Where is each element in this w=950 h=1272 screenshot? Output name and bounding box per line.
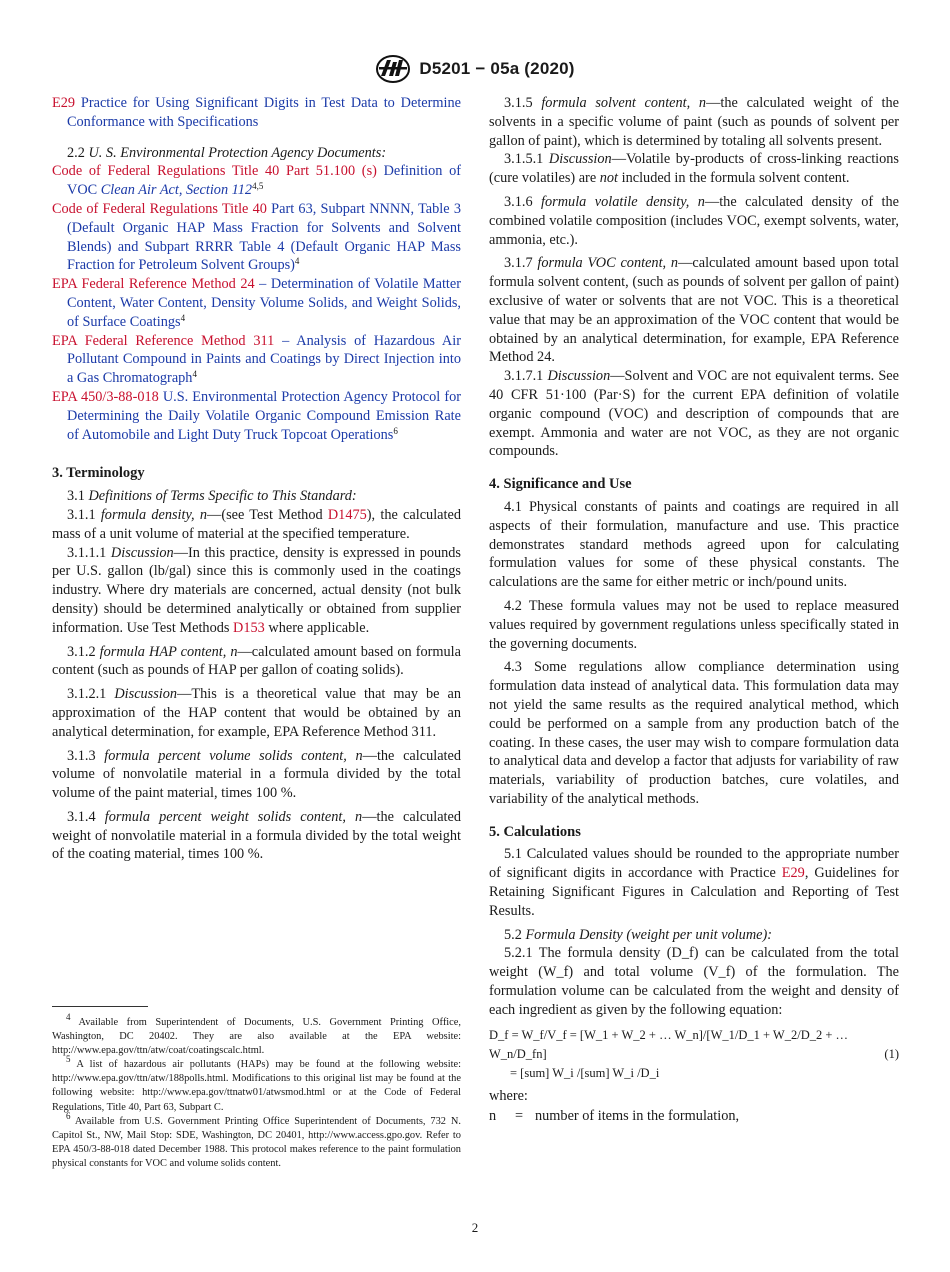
footnote-text: A list of hazardous air pollutants (HAPs) may be found at the following website: http://www.epa.gov/ttn/atw/188polls.html. Modifications to this original list may be found at the following website: http://www.epa.gov/ttnatw01/atwsmod.html or at the Code of Federal Regulations, Title 40, Part 63, Subpart C. [52, 1059, 461, 1113]
section-number: 3.1 [67, 488, 85, 505]
definition-text: ), the calculated mass of a unit volume of material at the specified temperature. [52, 506, 461, 542]
footnote-ref: 4 [180, 312, 186, 323]
section-number: 3.1.1 [67, 506, 96, 523]
footnote-text: Available from Superintendent of Documents, U.S. Government Printing Office, Washington, DC 20402. They are also available at the EPA website: http://www.epa.gov/ttn/atw/coat/coatingscalc.html. [52, 1017, 461, 1057]
right-column [489, 94, 899, 1126]
section-3-1-7 [489, 254, 899, 367]
section-number: 5.1 [504, 846, 522, 863]
term: Discussion [110, 544, 174, 561]
reference-cfr-part-63-title[interactable]: Part 63, Subpart NNNN, Table 3 (Default Organic HAP Mass Fraction for Solvents and Solvent Blends) and Subpart RRRR Table 4 (Default Organic HAP Mass Fraction for Petroleum Solvent Groups) [67, 200, 461, 274]
term: formula VOC content, n [537, 255, 679, 272]
definition-text: —This is a theoretical value that may be an approximation of the HAP content that would be obtained by an analytical determination, for example, EPA Reference Method 311. [52, 686, 461, 740]
term: formula HAP content, n [99, 643, 238, 660]
where-definition-n [489, 1107, 899, 1126]
reference-method-24-title[interactable]: – Determination of Volatile Matter Content, Water Content, Density Volume Solids, and Weight Solids, of Surface Coatings [67, 276, 462, 330]
section-number: 3.1.7 [504, 255, 533, 272]
section-3-1-3 [52, 747, 461, 803]
left-column [52, 94, 461, 864]
term: formula solvent content, n [541, 95, 707, 111]
section-heading-significance: 4. Significance and Use [489, 476, 632, 493]
section-3-1-4 [52, 808, 461, 864]
reference-method-24 [52, 275, 461, 331]
section-2-2 [52, 144, 461, 163]
equation-line-1: D_f = W_f/V_f = [W_1 + W_2 + … W_n]/[W_1/D_1 + W_2/D_2 + … W_n/D_fn] [489, 1027, 849, 1061]
section-title: U. S. Environmental Protection Agency Documents: [88, 144, 387, 161]
section-5-1 [489, 845, 899, 920]
definition-text: —the calculated weight of nonvolatile material in a formula divided by the total weight of the coating material, times 100 %. [52, 808, 462, 863]
section-3-1-1-1 [52, 544, 461, 638]
footnote-ref: 4 [294, 256, 300, 267]
definition-text: —Volatile by-products of cross-linking reactions (cure volatiles) are [489, 151, 900, 187]
footnote-ref: 4,5 [252, 181, 264, 192]
section-title: Definitions of Terms Specific to This Standard: [88, 488, 357, 505]
astm-logo-icon [375, 54, 411, 84]
reference-cfr-part-63-code[interactable]: Code of Federal Regulations Title 40 [52, 200, 267, 217]
section-4-1 [489, 498, 899, 592]
definition-text: —the calculated density of the combined volatile composition (includes VOC, exempt solvents, water, ammonia, etc.). [489, 193, 899, 248]
reference-method-311-code[interactable]: EPA Federal Reference Method 311 [52, 332, 275, 349]
variable-symbol: n [489, 1108, 497, 1125]
equals-sign: = [515, 1108, 524, 1125]
variable-description: number of items in the formulation, [535, 1108, 740, 1125]
section-number: 3.1.2.1 [67, 686, 107, 703]
term: formula density, n [100, 506, 208, 523]
section-number: 5.2 [504, 926, 522, 943]
term: formula volatile density, n [541, 193, 705, 210]
section-3-1-5-1 [489, 150, 899, 188]
section-4-3 [489, 658, 899, 808]
section-number: 4.1 [504, 498, 522, 515]
term: Discussion [114, 686, 178, 703]
term: Discussion [548, 151, 612, 168]
section-3-1-2 [52, 643, 461, 681]
section-heading-calculations: 5. Calculations [489, 823, 581, 840]
section-number: 3.1.1.1 [67, 544, 107, 561]
section-number: 3.1.4 [67, 808, 96, 825]
definition-text: where applicable. [264, 619, 370, 636]
footnote-text: Available from U.S. Government Printing Office Superintendent of Documents, 732 N. Capitol St., NW, Mail Stop: SDE, Washington, DC 20401, http://www.access.gpo.gov. Refer to EPA 450/3-88-018 dated December 1988. This protocol makes reference to the paint formulation physical constants for VOC and volume solids content. [52, 1115, 461, 1169]
equation-1 [489, 1026, 899, 1083]
section-title: Formula Density (weight per unit volume): [525, 926, 773, 943]
definition-text: —the calculated volume of nonvolatile material in a formula divided by the total volume of the paint material, times 100 %. [52, 747, 462, 802]
paragraph-text: , Guidelines for Retaining Significant Figures in Calculation and Reporting of Test Results. [489, 865, 899, 919]
paragraph-text: Physical constants of paints and coatings are required in all aspects of their formulation, manufacture and use. This practice demonstrates standard methods agreed upon for calculating formulation values for some of these physical constants. The calculations are the same for either metric or inch/pound units. [489, 498, 899, 591]
link-d153[interactable]: D153 [233, 619, 265, 636]
section-5-2-1 [489, 944, 899, 1019]
definition-text: —calculated amount based on formula content (such as pounds of HAP per gallon of coating solids). [52, 643, 462, 679]
term: Discussion [547, 368, 611, 385]
definition-text: —the calculated weight of the solvents in a specific volume of paint (such as pounds of solvent per gallon of paint), which is determined by totaling all solvents present. [489, 95, 899, 149]
section-number: 4.2 [504, 597, 522, 614]
footnote-ref: 6 [393, 425, 398, 436]
link-d1475[interactable]: D1475 [327, 506, 367, 523]
section-4-2 [489, 597, 899, 653]
definition-text: —Solvent and VOC are not equivalent terms. See 40 CFR 51·100 (Par·S) for the current EPA definition of volatile organic compound (VOC) and description of compounds that are exempt. Ammonia and water are not VOC, as they are not organic compounds. [489, 368, 899, 460]
emphasis: not [599, 170, 619, 187]
footnote-mark: 5 [66, 1054, 71, 1065]
footnote-mark: 4 [66, 1012, 71, 1022]
section-3-1-6 [489, 193, 899, 249]
reference-method-24-code[interactable]: EPA Federal Reference Method 24 [52, 276, 255, 293]
reference-method-311-title[interactable]: – Analysis of Hazardous Air Pollutant Compound in Paints and Coatings by Direct Injection into a Gas Chromatograph [67, 332, 461, 387]
reference-e29-code[interactable]: E29 [52, 95, 76, 111]
where-label: where: [489, 1087, 528, 1104]
reference-cfr-51-100-code[interactable]: Code of Federal Regulations Title 40 Part 51.100 (s) [52, 163, 377, 180]
footnote-5 [52, 1054, 461, 1114]
reference-cfr-part-63 [52, 200, 461, 275]
paragraph-text: Calculated values should be rounded to the appropriate number of significant digits in accordance with Practice [489, 846, 899, 882]
reference-epa-450-code[interactable]: EPA 450/3-88-018 [52, 388, 159, 405]
reference-cfr-51-100 [52, 162, 461, 200]
section-3-1-2-1 [52, 685, 461, 741]
section-3-1 [52, 487, 461, 506]
section-number: 3.1.3 [67, 747, 96, 764]
reference-e29-title[interactable]: Practice for Using Significant Digits in Test Data to Determine Conformance with Specifications [67, 95, 462, 130]
term: formula percent volume solids content, n [104, 747, 363, 764]
paragraph-text: Some regulations allow compliance determination using formulation data instead of analytical data. This formulation data may not yield the same results as the required analytical method, which could be performed on a sample from any production batch of the coating. In these cases, the user may wish to compare formulation data to analytical data and develop a factor that adjusts for variability of raw materials, variability of production batches, cure volatiles, and variability of the analytical methods. [489, 659, 899, 807]
footnote-6 [52, 1110, 461, 1171]
section-number: 2.2 [67, 144, 85, 161]
page-header [0, 52, 950, 86]
reference-e29 [52, 94, 461, 132]
section-number: 3.1.6 [504, 193, 533, 210]
reference-cfr-51-100-title[interactable]: Definition of VOC [67, 163, 461, 199]
section-number: 3.1.2 [67, 643, 96, 660]
paragraph-text: These formula values may not be used to replace measured values required by government regulations unless specifically stated in the governing documents. [489, 597, 899, 652]
footnote-ref: 4 [192, 369, 197, 380]
section-heading-terminology: 3. Terminology [52, 465, 145, 482]
equation-number: (1) [884, 1046, 899, 1061]
section-number: 3.1.5 [504, 95, 533, 111]
paragraph-text: The formula density (D_f) can be calculated from the total weight (W_f) and total volume (V_f) of the formulation. The formulation volume can be calculated from the weight and density of each ingredient as given by the following equation: [489, 945, 899, 1018]
page-number: 2 [471, 1220, 479, 1235]
link-e29[interactable]: E29 [781, 865, 805, 882]
standard-designation: D5201 − 05a (2020) [419, 59, 575, 78]
definition-text: —In this practice, density is expressed in pounds per U.S. gallon (lb/gal) since this is commonly used in the coatings industry. Where dry materials are concerned, actual density (not bulk density) should be determined analytically or obtained from supplier information. Use Test Methods [52, 544, 461, 636]
reference-epa-450-title[interactable]: U.S. Environmental Protection Agency Protocol for Determining the Daily Volatile Organic Compound Emission Rate of Automobile and Light Duty Truck Topcoat Operations [67, 388, 461, 443]
footnotes [52, 1012, 461, 1171]
section-number: 4.3 [504, 659, 522, 676]
definition-text: included in the formula solvent content. [618, 170, 850, 187]
reference-epa-450 [52, 388, 461, 444]
term: formula percent weight solids content, n [104, 808, 363, 825]
section-3-1-7-1 [489, 367, 899, 461]
reference-method-311 [52, 332, 461, 388]
footnote-4 [52, 1012, 461, 1058]
section-number: 3.1.7.1 [504, 368, 544, 385]
section-3-1-5 [489, 94, 899, 150]
section-number: 3.1.5.1 [504, 151, 544, 168]
section-3-1-1 [52, 506, 461, 544]
section-5-2 [489, 926, 899, 945]
footnote-mark: 6 [66, 1110, 71, 1121]
footnote-divider [52, 1006, 148, 1007]
reference-cfr-51-100-italic[interactable]: Clean Air Act, Section 112 [100, 182, 253, 199]
definition-text: —calculated amount based upon total formula solvent content, (such as pounds of solvent per gallon of paint) exclusive of water or solvents that are not VOC. This is a theoretical value that may be an approximation of the VOC content that would be obtained by an analytical determination, for example, EPA Reference Method 24. [489, 255, 899, 366]
equation-line-2: = [sum] W_i /[sum] W_i /D_i [510, 1065, 660, 1080]
section-number: 5.2.1 [504, 945, 533, 962]
definition-text: —(see Test Method [207, 506, 328, 523]
